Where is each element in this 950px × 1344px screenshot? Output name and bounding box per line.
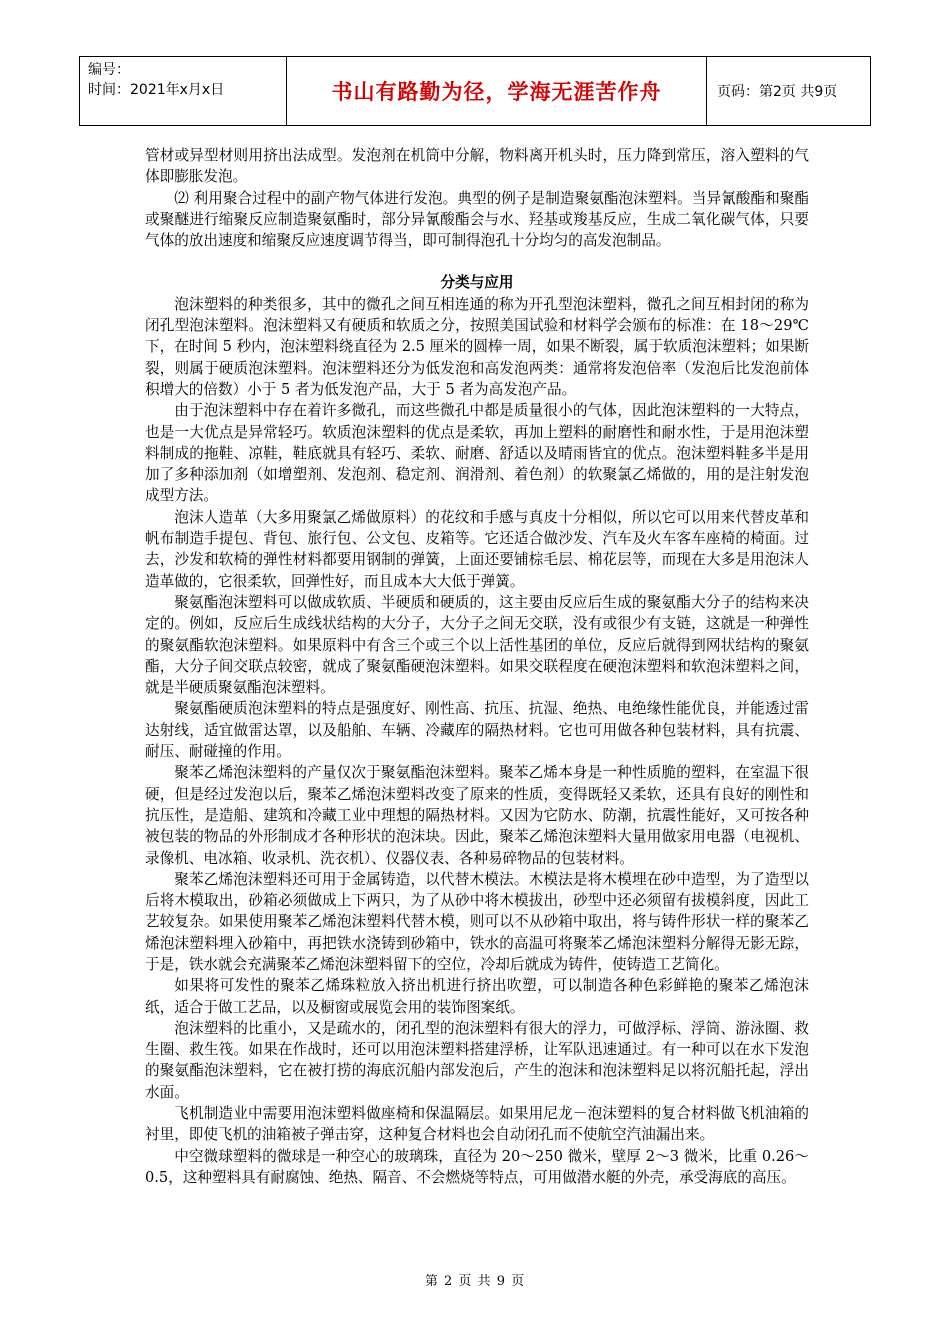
paragraph: 聚苯乙烯泡沫塑料的产量仅次于聚氨酯泡沫塑料。聚苯乙烯本身是一种性质脆的塑料，在室温下很硬，但是经过发泡以后，聚苯乙烯泡沫塑料改变了原来的性质，变得既轻又柔软，还具有良好的刚性和抗压性，是造船、建筑和冷藏工业中理想的隔热材料。又因为它防水、防潮，抗震性能好，又可按各种被包装的物品的外形制成才各种形状的泡沫块。因此，聚苯乙烯泡沫塑料大量用做家用电器（电视机、录像机、电冰箱、收录机、洗衣机）、仪器仪表、各种易碎物品的包装材料。: [145, 764, 809, 867]
header-page-code: 页码：第2页 共9页: [717, 84, 838, 100]
paragraph: ⑵ 利用聚合过程中的副产物气体进行发泡。典型的例子是制造聚氨酯泡沫塑料。当异氰酸酯和聚酯或聚醚进行缩聚反应制造聚氨酯时，部分异氰酸酯会与水、羟基或羧基反应，生成二氧化碳气体，只要气体的放出速度和缩聚反应速度调节得当，即可制得泡孔十分均匀的高发泡制品。: [145, 189, 809, 250]
paragraph-gap: [145, 251, 809, 272]
paragraph: 中空微球塑料的微球是一种空心的玻璃珠，直径为 20～250 微米，壁厚 2～3 微米，比重 0.26～0.5，这种塑料具有耐腐蚀、绝热、隔音、不会燃烧等特点，可用做潜水艇的外壳，承受海底的高压。: [145, 1147, 809, 1186]
document-number-label: 编号：: [88, 62, 130, 78]
page-footer: 第 2 页 共 9 页: [424, 1274, 526, 1289]
paragraph: 如果将可发性的聚苯乙烯珠粒放入挤出机进行挤出吹塑，可以制造各种色彩鲜艳的聚苯乙烯泡沫纸，适合于做工艺品，以及橱窗或展览会用的装饰图案纸。: [145, 977, 809, 1016]
header-motto: 书山有路勤为径，学海无涯苦作舟: [287, 57, 707, 125]
header-info-cell: [80, 57, 287, 125]
page-header: [79, 56, 871, 126]
paragraph: 聚氨酯泡沫塑料可以做成软质、半硬质和硬质的，这主要由反应后生成的聚氨酯大分子的结构来决定的。例如，反应后生成线状结构的大分子，大分子之间无交联，没有或很少有支链，这就是一种弹性的聚氨酯软泡沫塑料。如果原料中有含三个或三个以上活性基团的单位，反应后就得到网状结构的聚氨酯，大分子间交联点较密，就成了聚氨酯硬泡沫塑料。如果交联程度在硬泡沫塑料和软泡沫塑料之间，就是半硬质聚氨酯泡沫塑料。: [145, 593, 809, 697]
document-date-label: 时间：2021年x月x日: [88, 82, 225, 98]
paragraph: 飞机制造业中需要用泡沫塑料做座椅和保温隔层。如果用尼龙－泡沫塑料的复合材料做飞机油箱的衬里，即使飞机的油箱被子弹击穿，这种复合材料也会自动闭孔而不使航空汽油漏出来。: [145, 1105, 809, 1144]
paragraph: 泡沫人造革（大多用聚氯乙烯做原料）的花纹和手感与真皮十分相似，所以它可以用来代替皮革和帆布制造手提包、背包、旅行包、公文包、皮箱等。它还适合做沙发、汽车及火车客车座椅的椅面。过去，沙发和软椅的弹性材料都要用钢制的弹簧，上面还要铺棕毛层、棉花层等，而现在大多是用泡沫人造革做的，它很柔软，回弹性好，而且成本大大低于弹簧。: [145, 508, 809, 590]
section-title: 分类与应用: [440, 274, 514, 292]
paragraph: 聚苯乙烯泡沫塑料还可用于金属铸造，以代替木模法。木模法是将木模埋在砂中造型，为了造型以后将木模取出，砂箱必须做成上下两只，为了从砂中将木模拔出，砂型中还必须留有拔模斜度，因此工艺较复杂。如果使用聚苯乙烯泡沫塑料代替木模，则可以不从砂箱中取出，将与铸件形状一样的聚苯乙烯泡沫塑料埋入砂箱中，再把铁水浇铸到砂箱中，铁水的高温可将聚苯乙烯泡沫塑料分解得无影无踪，于是，铁水就会充满聚苯乙烯泡沫塑料留下的空位，冷却后就成为铸件，使铸造工艺简化。: [145, 870, 809, 973]
paragraph: 聚氨酯硬质泡沫塑料的特点是强度好、刚性高、抗压、抗湿、绝热、电绝缘性能优良，并能透过雷达射线，适宜做雷达罩，以及船舶、车辆、冷藏库的隔热材料。它也可用做各种包装材料，具有抗震、耐压、耐碰撞的作用。: [145, 700, 809, 761]
paragraph: 泡沫塑料的比重小，又是疏水的，闭孔型的泡沫塑料有很大的浮力，可做浮标、浮筒、游泳圈、救生圈、救生筏。如果在作战时，还可以用泡沫塑料搭建浮桥，让军队迅速通过。有一种可以在水下发泡的聚氨酯泡沫塑料，它在被打捞的海底沉船内部发泡后，产生的泡沫和泡沫塑料足以将沉船托起，浮出水面。: [145, 1019, 809, 1101]
paragraph: 管材或异型材则用挤出法成型。发泡剂在机筒中分解，物料离开机头时，压力降到常压，溶入塑料的气体即膨胀发泡。: [145, 147, 809, 186]
document-body: [145, 145, 809, 1188]
paragraph: 泡沫塑料的种类很多，其中的微孔之间互相连通的称为开孔型泡沫塑料，微孔之间互相封闭的称为闭孔型泡沫塑料。泡沫塑料又有硬质和软质之分，按照美国试验和材料学会颁布的标准：在 18～29℃下，在时间 5 秒内，泡沫塑料绕直径为 2.5 厘米的圆棒一周，如果不断裂，属于软质泡沫塑料；如果断裂，则属于硬质泡沫塑料。泡沫塑料还分为低发泡和高发泡两类：通常将发泡倍率（发泡后比发泡前体积增大的倍数）小于 5 者为低发泡产品，大于 5 者为高发泡产品。: [145, 295, 809, 398]
paragraph: 由于泡沫塑料中存在着许多微孔，而这些微孔中都是质量很小的气体，因此泡沫塑料的一大特点，也是一大优点是异常轻巧。软质泡沫塑料的优点是柔软，再加上塑料的耐磨性和耐水性，于是用泡沫塑料制成的拖鞋、凉鞋，鞋底就具有轻巧、柔软、耐磨、舒适以及晴雨皆宜的优点。泡沫塑料鞋多半是用加了多种添加剂（如增塑剂、发泡剂、稳定剂、润滑剂、着色剂）的软聚氯乙烯做的，用的是注射发泡成型方法。: [145, 402, 809, 505]
